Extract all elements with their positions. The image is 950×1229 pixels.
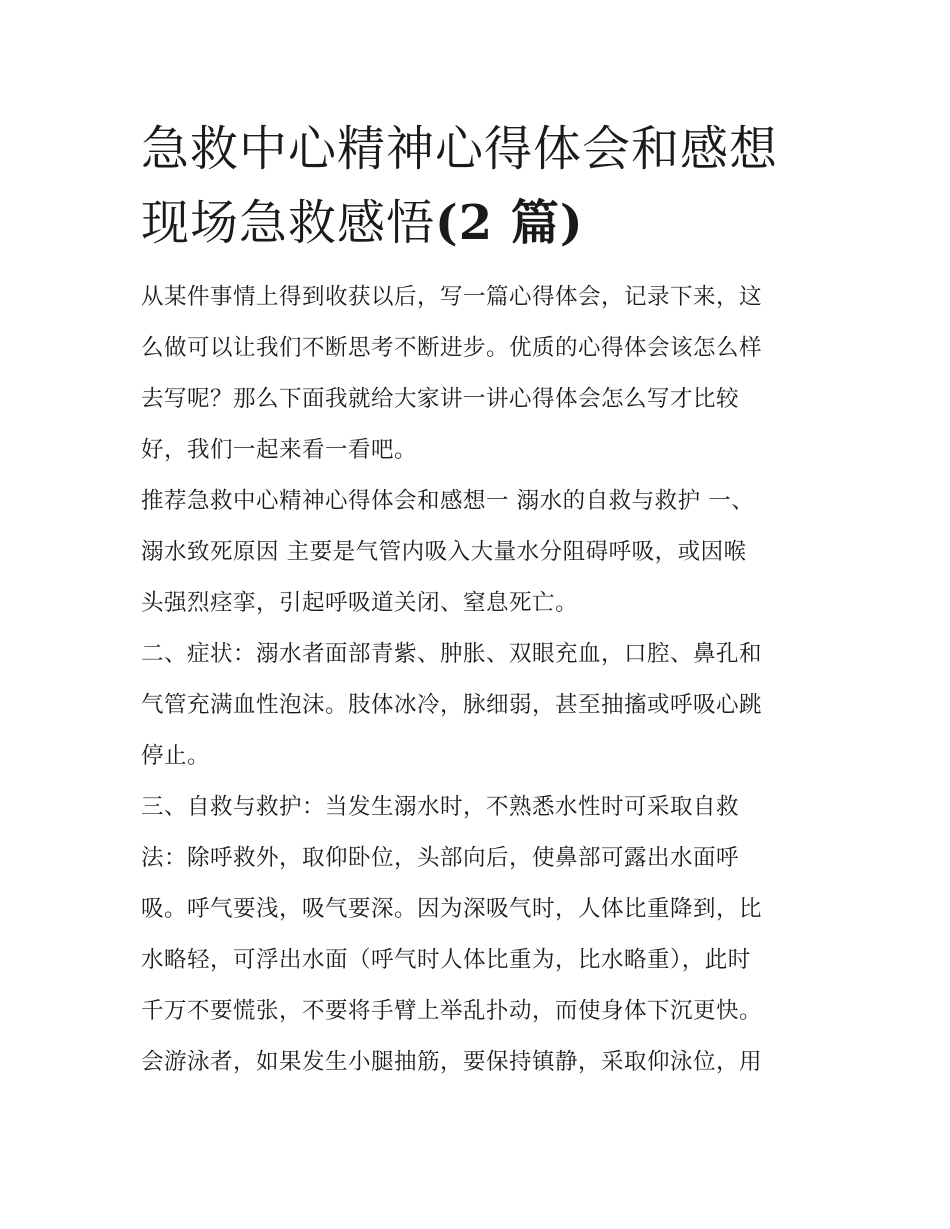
text-line: 从某件事情上得到收获以后，写一篇心得体会，记录下来，这 (141, 284, 763, 310)
text-line: 溺水致死原因 主要是气管内吸入大量水分阻碍呼吸，或因喉 (141, 539, 747, 565)
text-line: 水略轻，可浮出水面（呼气时人体比重为，比水略重），此时 (141, 947, 751, 973)
title-line-2 (141, 186, 813, 260)
text-line: 会游泳者，如果发生小腿抽筋，要保持镇静，采取仰泳位，用 (141, 1049, 763, 1075)
title-line-2-text: 现场急救感悟 (141, 195, 436, 251)
title-count: (2 篇) (435, 195, 584, 251)
title-line-1: 急救中心精神心得体会和感想 (141, 121, 779, 177)
text-line: 千万不要慌张，不要将手臂上举乱扑动，而使身体下沉更快。 (141, 998, 763, 1024)
paragraph-symptoms (141, 629, 813, 782)
text-line: 去写呢？那么下面我就给大家讲一讲心得体会怎么写才比较 (141, 386, 740, 412)
text-line: 法：除呼救外，取仰卧位，头部向后，使鼻部可露出水面呼 (141, 845, 740, 871)
text-line: 停止。 (141, 743, 211, 769)
document-title (141, 112, 813, 260)
text-line: 吸。呼气要浅，吸气要深。因为深吸气时，人体比重降到，比 (141, 896, 763, 922)
paragraph-self-rescue (141, 782, 813, 1088)
document-content (141, 112, 813, 1088)
text-line: 气管充满血性泡沫。肢体冰冷，脉细弱，甚至抽搐或呼吸心跳 (141, 692, 763, 718)
text-line: 好，我们一起来看一看吧。 (141, 437, 418, 463)
text-line: 推荐急救中心精神心得体会和感想一 溺水的自救与救护 一、 (141, 488, 755, 514)
text-line: 二、症状：溺水者面部青紫、肿胀、双眼充血，口腔、鼻孔和 (141, 641, 763, 667)
document-body (141, 272, 813, 1088)
text-line: 么做可以让我们不断思考不断进步。优质的心得体会该怎么样 (141, 335, 763, 361)
paragraph-intro (141, 272, 813, 476)
text-line: 头强烈痉挛，引起呼吸道关闭、窒息死亡。 (141, 590, 579, 616)
text-line: 三、自救与救护：当发生溺水时，不熟悉水性时可采取自救 (141, 794, 740, 820)
paragraph-drowning-cause (141, 476, 813, 629)
